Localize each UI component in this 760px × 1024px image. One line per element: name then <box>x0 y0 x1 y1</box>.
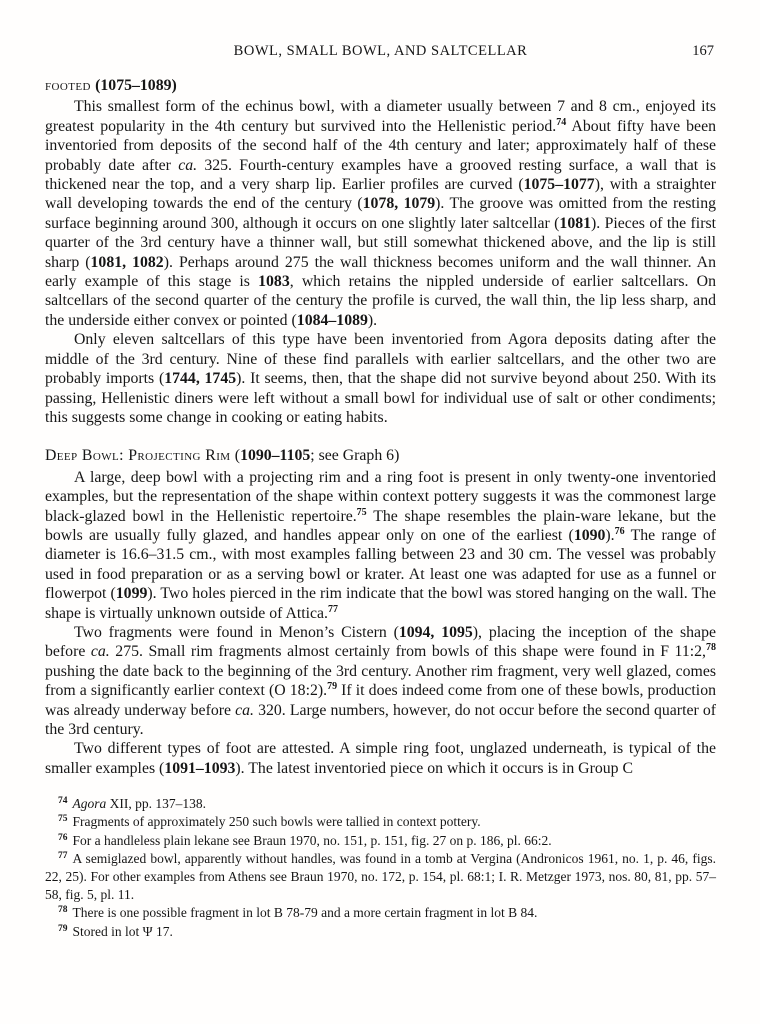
text-run: 320. Large numbers, however, do not occur before the second quarter of the 3rd century. <box>45 701 716 738</box>
catalog-number: 1091–1093 <box>164 759 236 777</box>
text-run: ). Perhaps around 275 the wall thickness becomes uniform and the wall thinner. An early example of this stage is <box>45 253 716 291</box>
body-paragraph <box>45 623 716 739</box>
footnote <box>45 850 716 905</box>
footnote-number: 78 <box>58 905 68 916</box>
text-run: ). <box>367 311 378 329</box>
text-run: ). Pieces of the first quarter of the 3rd century have a thinner wall, but still somewhat thickened above, and the lip is still sharp ( <box>45 214 716 271</box>
body-paragraph <box>45 97 716 330</box>
catalog-number: 1084–1089 <box>296 311 368 329</box>
catalog-number: 1081 <box>559 214 592 232</box>
text-run: pushing the date back to the beginning of the 3rd century. Another rim fragment, very well glazed, comes from a significantly earlier context (O 18:2). <box>45 662 716 700</box>
small-caps-text: Deep Bowl: Projecting Rim <box>45 447 235 465</box>
footnote-reference: 75 <box>356 506 367 518</box>
text-run: For a handleless plain lekane see Braun 1970, no. 151, p. 151, fig. 27 on p. 186, pl. 66:2. <box>72 832 552 848</box>
text-run: ). Two holes pierced in the rim indicate that the bowl was stored hanging on the wall. The shape is virtually unknown outside of Attica. <box>45 585 717 622</box>
text-run: ). The groove was omitted from the resting surface beginning around 300, although it occurs on one slightly later saltcellar ( <box>45 195 716 232</box>
footnote-number: 79 <box>58 923 68 934</box>
text-run: ). It seems, then, that the shape did not survive beyond about 250. With its passing, Hellenistic diners were left without a small bowl for individual use of salt or other condiments; this suggests some change in cooking or eating habits. <box>45 370 717 426</box>
italic-text: Agora <box>72 796 107 812</box>
catalog-number: 1094, 1095 <box>398 623 473 641</box>
catalog-number: 1081, 1082 <box>90 253 164 271</box>
text-run: A semiglazed bowl, apparently without handles, was found in a tomb at Vergina (Andronicos 1961, no. 1, p. 46, figs. 22, 25). For other examples from Athens see Braun 1970, no. 172, p. 154, pl. 68:1; I. R. Metzger 1973, nos. 80, 81, pp. 57–58, fig. 5, pl. 11. <box>45 850 716 903</box>
running-head-title: BOWL, SMALL BOWL, AND SALTCELLAR <box>233 43 528 59</box>
text-run: , which retains the nippled underside of earlier saltcellars. On saltcellars of the second quarter of the century the profile is curved, the wall thin, the lip less sharp, and the underside either convex or pointed ( <box>45 273 716 329</box>
footnote-reference: 78 <box>706 642 716 654</box>
catalog-number: 1090–1105 <box>240 447 311 465</box>
body-paragraph <box>45 330 716 427</box>
footnote-reference: 79 <box>327 681 338 693</box>
italic-text: ca. <box>235 701 254 719</box>
italic-text: ca. <box>178 156 198 174</box>
catalog-number: (1075–1089) <box>95 77 177 94</box>
section-heading <box>45 446 716 465</box>
footnote <box>45 813 716 831</box>
footnote-reference: 76 <box>614 525 625 537</box>
body-text <box>45 76 716 778</box>
text-run: ; see Graph 6) <box>310 447 400 465</box>
text-run: Fragments of approximately 250 such bowls were tallied in context pottery. <box>72 814 481 830</box>
footnote <box>45 832 716 850</box>
footnote-number: 75 <box>58 814 68 825</box>
text-run: 275. Small rim fragments almost certainly from bowls of this shape were found in F 11:2, <box>109 643 706 661</box>
text-run: There is one possible fragment in lot B 78-79 and a more certain fragment in lot B 84. <box>72 905 538 921</box>
text-run: Only eleven saltcellars of this type have been inventoried from Agora deposits dating after the middle of the 3rd century. Nine of these find parallels with earlier saltcellars, and the other two are probably imports ( <box>45 331 716 388</box>
footnotes-section <box>45 795 716 941</box>
small-caps-text: footed <box>45 77 96 94</box>
footnote-number: 74 <box>58 796 68 807</box>
text-run: 325. Fourth-century examples have a grooved resting surface, a wall that is thickened near the top, and a very sharp lip. Earlier profiles are curved ( <box>45 156 716 194</box>
text-run: The shape resembles the plain-ware lekane, but the bowls are usually fully glazed, and handles appear only on one of the earliest ( <box>45 507 716 544</box>
text-run: About fifty have been inventoried from deposits of the second half of the 4th century and later; approximately half of these probably date after <box>45 117 716 174</box>
text-run: Two different types of foot are attested. A simple ring foot, unglazed underneath, is typical of the smaller examples ( <box>45 740 716 777</box>
catalog-number: 1078, 1079 <box>362 195 436 213</box>
catalog-number: 1744, 1745 <box>164 370 237 388</box>
text-run: ). The latest inventoried piece on which it occurs is in Group C <box>235 759 634 777</box>
catalog-number: 1083 <box>258 273 290 291</box>
text-run: Two fragments were found in Menon’s Cistern ( <box>74 623 399 641</box>
footnote-number: 76 <box>58 832 68 843</box>
text-run: If it does indeed come from one of these bowls, production was already underway before <box>45 682 716 719</box>
text-run: The range of diameter is 16.6–31.5 cm., with most examples falling between 23 and 30 cm. The vessel was probably used in food preparation or as a serving bowl or krater. At least one was adapted for use as a funnel or flowerpot ( <box>45 526 716 603</box>
italic-text: ca. <box>90 643 110 661</box>
catalog-number: 1090 <box>573 526 606 544</box>
text-run: XII, pp. 137–138. <box>106 796 206 812</box>
section-heading <box>45 76 716 95</box>
footnote <box>45 904 716 922</box>
body-paragraph <box>45 739 716 778</box>
page-number: 167 <box>692 43 714 59</box>
body-paragraph <box>45 468 716 623</box>
footnote <box>45 923 716 941</box>
text-run: This smallest form of the echinus bowl, with a diameter usually between 7 and 8 cm., enjoyed its greatest popularity in the 4th century but survived into the Hellenistic period. <box>45 98 716 135</box>
running-head <box>45 42 716 60</box>
text-run: Stored in lot Ψ 17. <box>72 923 173 939</box>
text-run: ), with a straighter wall developing towards the end of the century ( <box>45 176 716 213</box>
text-run: A large, deep bowl with a projecting rim and a ring foot is present in only twenty-one inventoried examples, but the representation of the shape within context pottery suggests it was the commonest large black-glazed bowl in the Hellenistic repertoire. <box>45 468 716 525</box>
footnote-reference: 77 <box>328 603 338 615</box>
text-run: ). <box>605 526 615 544</box>
footnote-number: 77 <box>58 850 68 861</box>
footnote-reference: 74 <box>556 116 567 128</box>
text-run: ( <box>234 447 241 465</box>
text-run: ), placing the inception of the shape before <box>45 623 716 661</box>
footnote <box>45 795 716 813</box>
catalog-number: 1075–1077 <box>523 176 595 194</box>
catalog-number: 1099 <box>115 585 148 603</box>
